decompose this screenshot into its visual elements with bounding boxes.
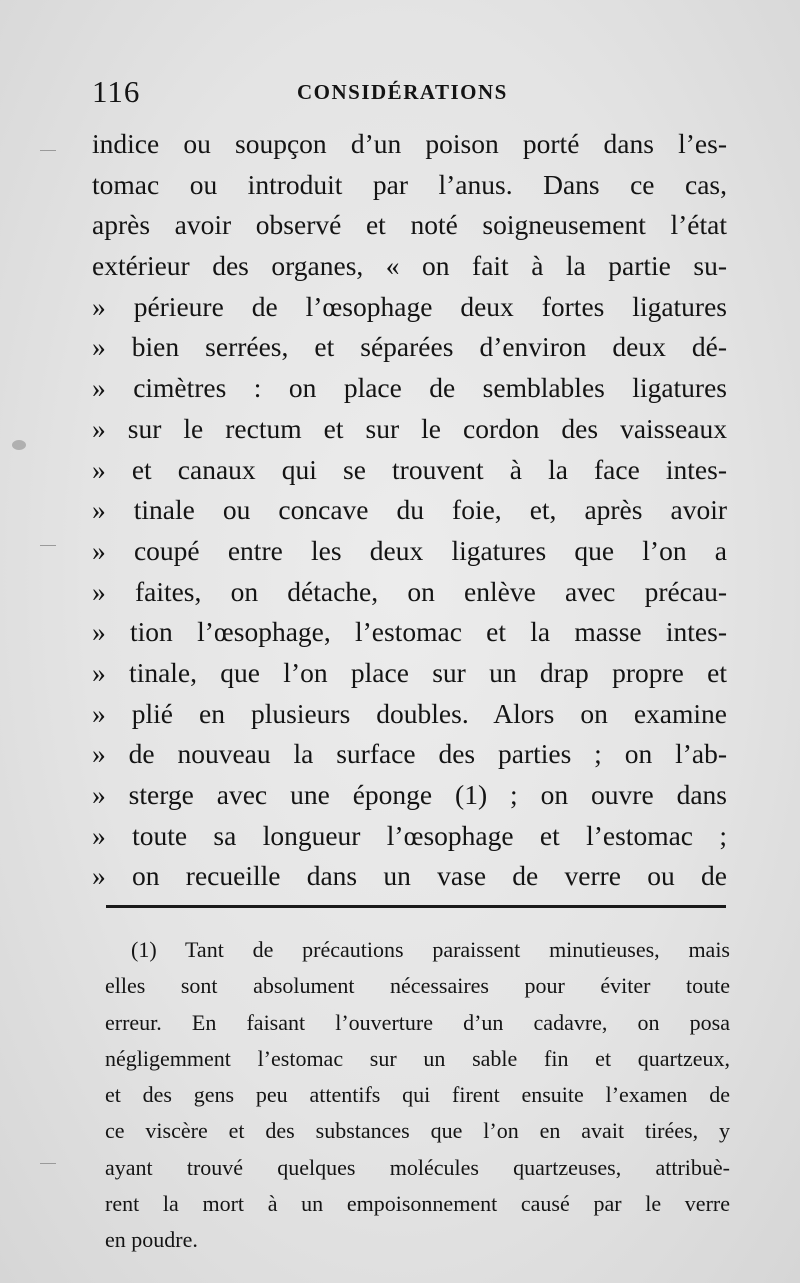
running-title: CONSIDÉRATIONS xyxy=(297,80,508,104)
text-line: » faites, on détache, on enlève avec précau- xyxy=(92,575,727,607)
page-number: 116 xyxy=(92,74,141,109)
text-line: » coupé entre les deux ligatures que l’on a xyxy=(92,534,727,566)
margin-mark xyxy=(40,1163,56,1164)
footnote-line: négligemment l’estomac sur un sable fin et quartzeux, xyxy=(105,1045,730,1071)
text-line: » de nouveau la surface des parties ; on l’ab- xyxy=(92,738,727,770)
footnote xyxy=(105,932,730,1259)
text-line: tomac ou introduit par l’anus. Dans ce cas, xyxy=(92,168,727,200)
text-line: » plié en plusieurs doubles. Alors on examine xyxy=(92,697,727,729)
text-line: extérieur des organes, « on fait à la partie su- xyxy=(92,250,727,282)
footnote-line: ayant trouvé quelques molécules quartzeuses, attribuè- xyxy=(105,1154,730,1180)
text-line: » tinale, que l’on place sur un drap propre et xyxy=(92,656,727,688)
text-line: » sterge avec une éponge (1) ; on ouvre dans xyxy=(92,779,727,810)
footnote-line: ce viscère et des substances que l’on en avait tirées, y xyxy=(105,1118,730,1144)
text-line: » sur le rectum et sur le cordon des vaisseaux xyxy=(92,412,727,444)
margin-mark xyxy=(40,545,56,546)
text-line: » bien serrées, et séparées d’environ deux dé- xyxy=(92,331,727,363)
text-line: » et canaux qui se trouvent à la face intes- xyxy=(92,453,727,485)
margin-mark xyxy=(40,150,56,151)
text-line: » périeure de l’œsophage deux fortes ligatures xyxy=(92,290,727,322)
footnote-line: et des gens peu attentifs qui firent ensuite l’examen de xyxy=(105,1082,730,1108)
text-line: » toute sa longueur l’œsophage et l’estomac ; xyxy=(92,819,727,851)
footnote-line: (1) Tant de précautions paraissent minutieuses, mais xyxy=(131,937,730,962)
text-line: indice ou soupçon d’un poison porté dans l’es- xyxy=(92,128,727,159)
footnote-line: rent la mort à un empoisonnement causé par le verre xyxy=(105,1191,730,1217)
text-line: après avoir observé et noté soigneusement l’état xyxy=(92,209,727,241)
text-line: » tinale ou concave du foie, et, après avoir xyxy=(92,494,727,526)
page-header xyxy=(92,74,712,114)
footnote-rule xyxy=(106,905,726,908)
main-text xyxy=(92,124,727,897)
paper-stain xyxy=(12,440,26,450)
text-line: » cimètres : on place de semblables ligatures xyxy=(92,372,727,404)
text-line: » on recueille dans un vase de verre ou de xyxy=(92,860,727,892)
footnote-line: erreur. En faisant l’ouverture d’un cadavre, on posa xyxy=(105,1009,730,1035)
footnote-line: elles sont absolument nécessaires pour éviter toute xyxy=(105,973,730,999)
footnote-line: en poudre. xyxy=(105,1227,198,1253)
text-line: » tion l’œsophage, l’estomac et la masse intes- xyxy=(92,616,727,648)
